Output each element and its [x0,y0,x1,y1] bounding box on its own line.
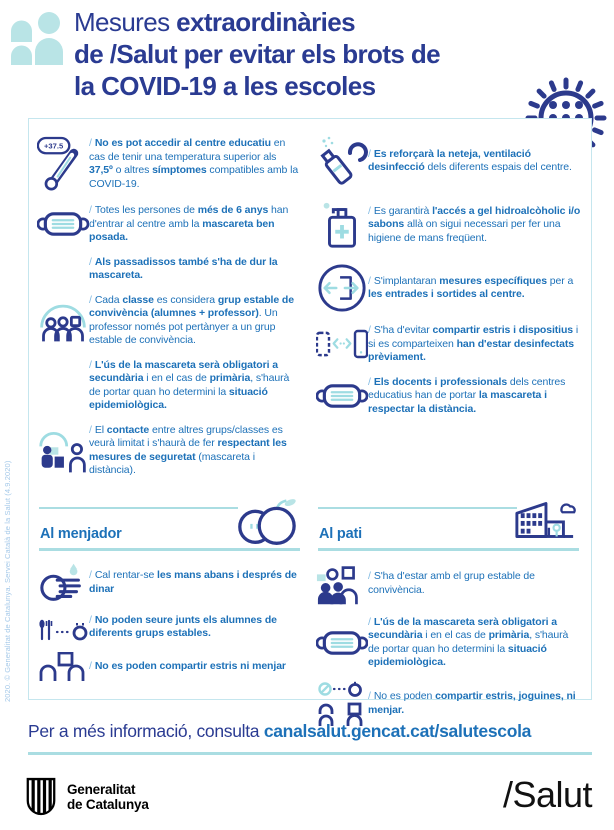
slash-mark: / [89,613,92,626]
item-text: / No es poden compartir estris ni menjar [89,659,286,672]
slash-mark: / [368,324,371,336]
list-item [37,424,302,478]
slash-mark: / [368,204,371,217]
item-text: / L'ús de la mascareta serà obligatori a secundària i en el cas de primària, s'haurà de portar quan ho determini la situació epidemiològica. [89,358,290,411]
svg-text:+37.5: +37.5 [43,141,64,151]
spray-icon [316,135,368,187]
hand-wash-icon [37,563,89,603]
list-item [37,204,302,245]
chairs-table-icon [37,652,89,682]
list-item [316,563,581,605]
item-text: / L'ús de la mascareta serà obligatori a secundària i en el cas de primària, s'haurà de portar quan ho determini la situació epidemiològica. [368,615,569,668]
section-pati-header [316,505,581,551]
title-line-3: la COVID-19 a les escoles [74,71,376,101]
item-text: / Cada classe es considera grup estable de convivència (alumnes + professor). Un professor només pot pertànyer a un grup estable de convivència. [89,293,294,346]
slash-mark: / [368,570,371,582]
generalitat-logo [24,777,149,817]
item-text: / No es pot accedir al centre educatiu en cas de tenir una temperatura superior als 37,5º o altres símptomes compatibles amb la COVID-19. [89,137,299,190]
list-item [37,135,302,193]
slash-mark: / [89,255,92,268]
item-text: / No poden seure junts els alumnes de diferents grups estables. [89,613,277,639]
no-share-icon [316,681,368,727]
list-item [37,563,302,603]
slash-mark: / [89,204,92,216]
slash-mark: / [89,358,92,371]
logo-shield-icon [24,777,58,817]
slash-mark: / [368,147,371,160]
apple-icon [234,497,298,545]
pati-group-icon [316,563,368,605]
slash-mark: / [89,569,92,581]
mask-icon [316,380,368,412]
list-item [316,616,581,670]
copyright-side-note: 2020. © Generalitat de Catalunya. Servei Català de la Salut (4.9.2020) [3,460,12,702]
entrance-exit-icon [316,263,368,313]
contact-groups-icon [37,426,89,476]
slash-mark: / [368,274,371,287]
list-item [316,681,581,727]
gel-icon [316,198,368,252]
slash-mark: / [368,690,371,702]
measures-panel [28,118,592,716]
general-column-left [37,135,302,489]
general-column-right [316,135,581,489]
cutlery-icon [37,619,89,641]
list-item [316,135,581,187]
slash-mark: / [368,615,371,628]
teal-line [39,507,238,510]
devices-icon [316,325,368,363]
item-text: / S'implantaran mesures específiques per a les entrades i sortides al centre. [368,274,574,300]
teal-line [318,507,517,510]
slash-mark: / [368,375,371,388]
logo-text: Generalitat de Catalunya [67,781,149,812]
item-text: / El contacte entre altres grups/classes es veurà limitat i s'haurà de fer respectant les mesures de seguretat (mascareta i distància). [89,423,287,476]
list-item [37,652,302,682]
list-item [37,256,302,283]
item-text: / Es reforçarà la neteja, ventilació desinfecció dels diferents espais del centre. [368,147,572,173]
section-title: Al pati [319,525,362,542]
stable-group-icon [37,298,89,344]
list-item [316,263,581,313]
page-title [74,6,440,102]
list-item [37,359,302,413]
section-menjador [37,505,302,738]
slash-mark: / [89,137,92,149]
item-text: / Els docents i professionals dels centres educatius han de portar la mascareta i respectar la distància. [368,375,566,415]
thermometer-icon [37,135,89,193]
info-link[interactable]: canalsalut.gencat.cat/salutescola [263,721,532,741]
people-icon [10,12,64,65]
item-text: / Totes les persones de més de 6 anys han d'entrar al centre amb la mascareta ben posada. [89,204,289,243]
mask-icon [37,208,89,240]
title-line-2: de /Salut per evitar els brots de [74,39,440,69]
footer-divider-line [28,752,592,755]
slash-mark: / [89,423,92,436]
section-menjador-header [37,505,302,551]
teal-line [39,548,300,551]
info-text: Per a més informació, consulta canalsalut.gencat.cat/salutescola [28,721,532,741]
list-item [316,324,581,365]
item-text: / Cal rentar-se les mans abans i després de dinar [89,569,297,595]
item-text: / No es poden compartir estris, joguines, ni menjar. [368,690,576,716]
school-building-icon [513,497,577,543]
title-line-1: Mesures extraordinàries [74,7,355,37]
slash-mark: / [89,659,92,672]
list-item [316,198,581,252]
section-title: Al menjador [40,525,122,542]
salut-wordmark: /Salut [502,774,592,815]
section-pati [316,505,581,738]
item-text: / S'ha d'evitar compartir estris i dispositius i si es comparteixen han d'estar desinfectats prèviament. [368,324,579,363]
item-text: / Als passadissos també s'ha de dur la mascareta. [89,255,278,281]
item-text: / Es garantirà l'accés a gel hidroalcòholic i/o sabons allà on sigui necessari per fer una higiene de mans freqüent. [368,204,581,244]
slash-mark: / [89,293,92,306]
list-item [316,376,581,417]
teal-line [318,548,579,551]
list-item [37,614,302,641]
mask-icon [316,627,368,659]
item-text: / S'ha d'estar amb el grup estable de convivència. [368,570,535,596]
list-item [37,294,302,348]
